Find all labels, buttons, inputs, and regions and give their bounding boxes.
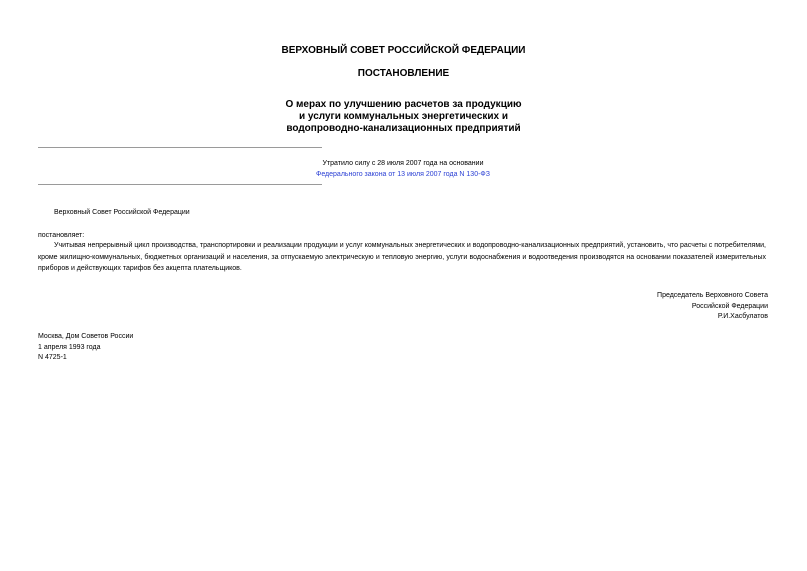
- law-reference-link[interactable]: Федерального закона от 13 июля 2007 года N 130-ФЗ: [316, 171, 490, 178]
- issuer-title: ВЕРХОВНЫЙ СОВЕТ РОССИЙСКОЙ ФЕДЕРАЦИИ: [281, 45, 526, 56]
- body-issuer: Верховный Совет Российской Федерации: [54, 209, 190, 216]
- signature-line: Российской Федерации: [691, 302, 768, 310]
- signature-block: [657, 291, 768, 323]
- signature-line: Председатель Верховного Совета: [657, 292, 768, 299]
- subject-line: и услуги коммунальных энергетических и: [298, 111, 509, 122]
- signature-line: Р.И.Хасбулатов: [717, 313, 768, 320]
- resolution-paragraph: Учитывая непрерывный цикл производства, транспортировки и реализации продукции и услуг коммунальных энергетических и водопроводно-канализационных предприятий, установить, что расчеты с потребителями, кроме жилищно-коммунальных, бюджетных организаций и населения, за отпускаемую электрическую и тепловую энергию, услуги водоснабжения и водоотведения производятся на основании показателей измерительных приборов и действующих тарифов без акцепта плательщиков.: [38, 242, 766, 272]
- subject-line: О мерах по улучшению расчетов за продукцию: [285, 99, 522, 110]
- divider-top: [38, 147, 322, 148]
- divider-bottom: [38, 184, 322, 185]
- resolves-label: постановляет:: [38, 232, 85, 239]
- date-line: 1 апреля 1993 года: [38, 343, 101, 351]
- status-note-text: Утратило силу с 28 июля 2007 года на основании: [322, 160, 484, 167]
- document-number: N 4725-1: [38, 354, 67, 361]
- subject-line: водопроводно-канализационных предприятий: [286, 123, 521, 134]
- document-type: ПОСТАНОВЛЕНИЕ: [357, 68, 450, 79]
- document-subject: [0, 99, 807, 135]
- place-date-block: [38, 332, 133, 364]
- place-line: Москва, Дом Советов России: [38, 333, 134, 340]
